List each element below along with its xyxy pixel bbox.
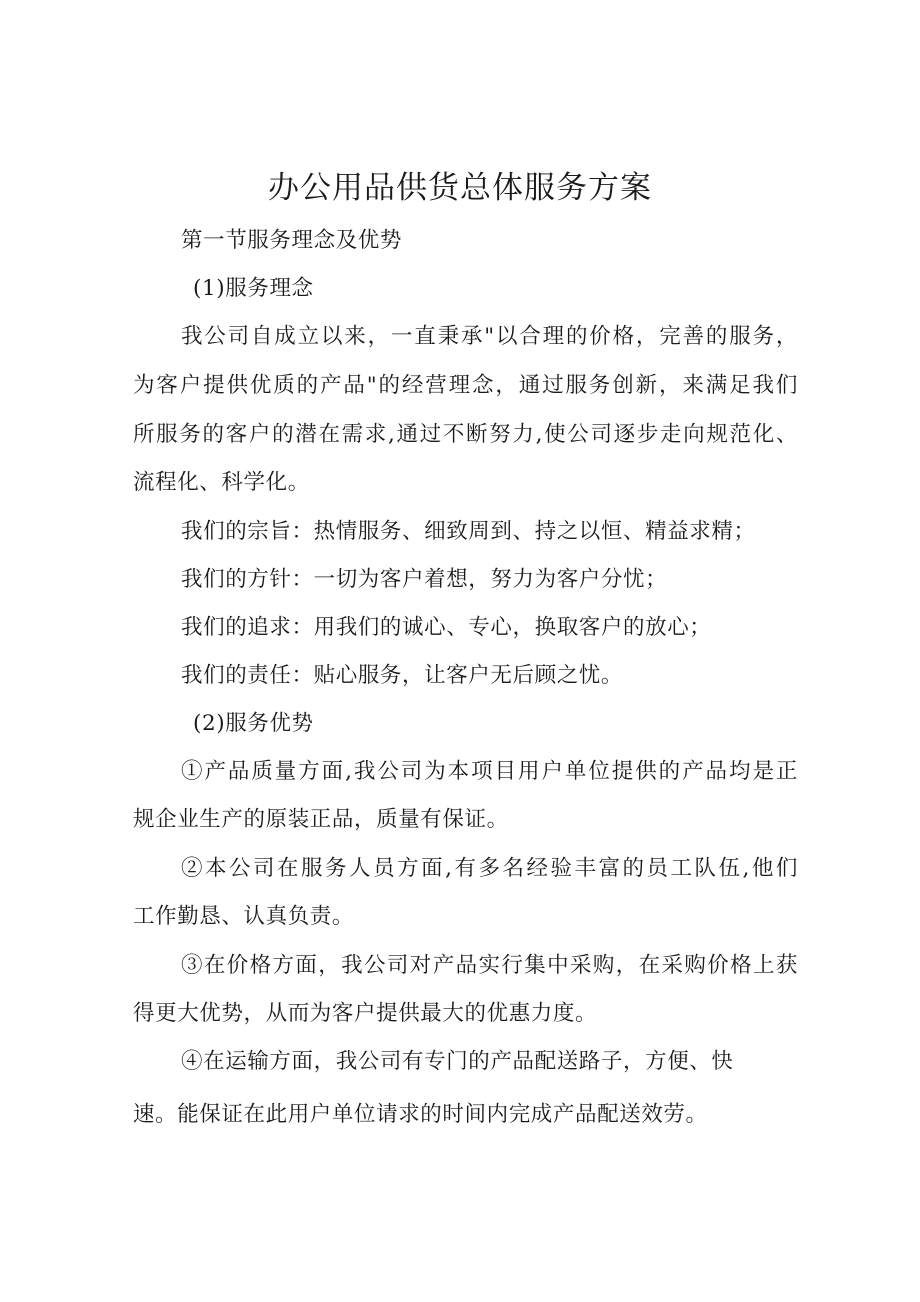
section-heading: 第一节服务理念及优势 bbox=[181, 228, 403, 253]
advantage-staff-line: ②本公司在服务人员方面,有多名经验丰富的员工队伍,他们 bbox=[181, 856, 798, 881]
advantage-transport-line: ④在运输方面，我公司有专门的产品配送路子，方便、快 bbox=[181, 1049, 734, 1074]
paragraph-line: 流程化、科学化。 bbox=[133, 470, 310, 495]
subsection-heading-service-advantages: (2)服务优势 bbox=[193, 711, 314, 736]
tenet-pursuit: 我们的追求：用我们的诚心、专心，换取客户的放心； bbox=[181, 615, 712, 640]
paragraph-line: 为客户提供优质的产品"的经营理念，通过服务创新，来满足我们 bbox=[133, 373, 798, 398]
document-title: 办公用品供货总体服务方案 bbox=[268, 170, 652, 206]
advantage-transport-line: 速。能保证在此用户单位请求的时间内完成产品配送效劳。 bbox=[133, 1102, 708, 1127]
paragraph-line: 所服务的客户的潜在需求,通过不断努力,使公司逐步走向规范化、 bbox=[133, 422, 798, 447]
advantage-staff-line: 工作勤恳、认真负责。 bbox=[133, 904, 355, 929]
advantage-price-line: 得更大优势，从而为客户提供最大的优惠力度。 bbox=[133, 1001, 598, 1026]
subsection-heading-service-philosophy: (1)服务理念 bbox=[193, 276, 314, 301]
tenet-policy: 我们的方针：一切为客户着想，努力为客户分忧； bbox=[181, 567, 668, 592]
advantage-quality-line: ①产品质量方面,我公司为本项目用户单位提供的产品均是正 bbox=[181, 759, 798, 784]
tenet-purpose: 我们的宗旨：热情服务、细致周到、持之以恒、精益求精； bbox=[181, 519, 756, 544]
advantage-price-line: ③在价格方面，我公司对产品实行集中采购，在采购价格上获 bbox=[181, 953, 798, 978]
tenet-responsibility: 我们的责任：贴心服务，让客户无后顾之忧。 bbox=[181, 663, 624, 688]
advantage-quality-line: 规企业生产的原装正品，质量有保证。 bbox=[133, 807, 509, 832]
paragraph-line: 我公司自成立以来，一直秉承"以合理的价格，完善的服务， bbox=[181, 324, 798, 349]
